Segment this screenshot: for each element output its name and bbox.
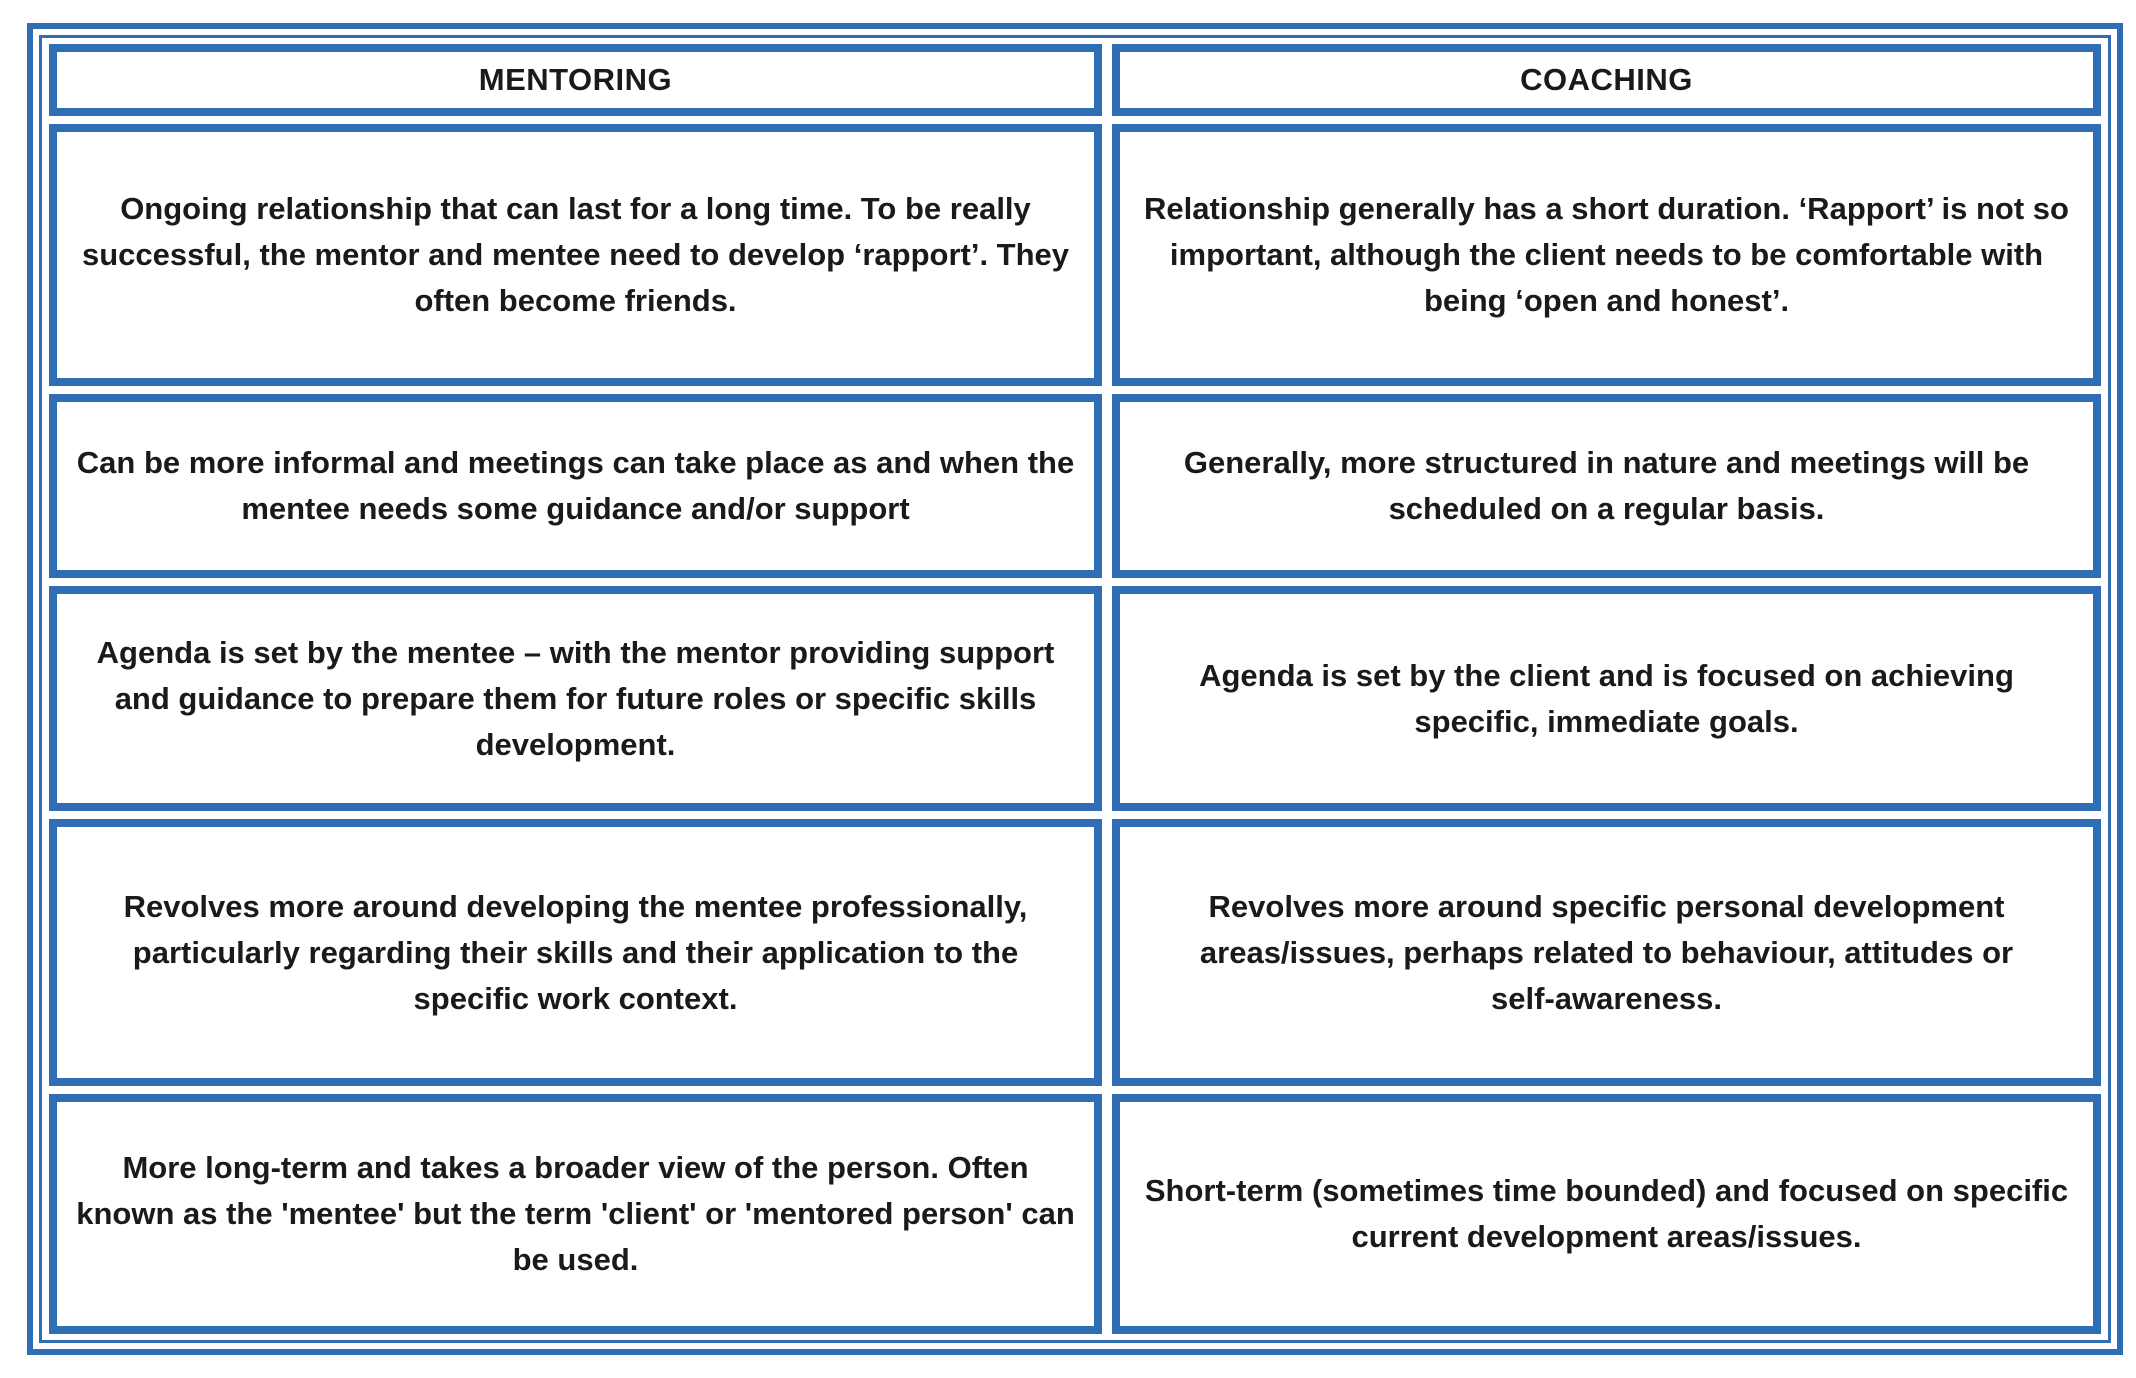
coaching-text: Relationship generally has a short duration. ‘Rapport’ is not so important, although the client needs to be comfortable with being ‘open and honest’. [1144,191,2069,318]
comparison-table [44,40,2106,1338]
comparison-table-frame [27,23,2123,1355]
header-coaching [1112,44,2101,116]
mentoring-text: Revolves more around developing the mentee professionally, particularly regarding their skills and their application to the specific work context. [123,888,1028,1016]
coaching-text: Generally, more structured in nature and meetings will be scheduled on a regular basis. [1183,445,2030,526]
coaching-text: Short-term (sometimes time bounded) and focused on specific current development areas/issues. [1144,1173,2069,1254]
coaching-cell-2 [1112,394,2101,578]
mentoring-cell-2 [49,394,1102,578]
mentoring-cell-1 [49,124,1102,386]
header-mentoring-label: MENTORING [478,62,673,97]
coaching-text: Agenda is set by the client and is focused on achieving specific, immediate goals. [1199,657,2014,739]
coaching-cell-4 [1112,819,2101,1086]
coaching-text: Revolves more around specific personal development areas/issues, perhaps related to behaviour, attitudes or self-awareness. [1199,888,2014,1016]
header-mentoring [49,44,1102,116]
mentoring-cell-3 [49,586,1102,811]
mentoring-text: More long-term and takes a broader view of the person. Often known as the 'mentee' but the term 'client' or 'mentored person' can be used. [76,1150,1075,1277]
header-coaching-label: COACHING [1520,62,1693,97]
coaching-cell-1 [1112,124,2101,386]
mentoring-cell-4 [49,819,1102,1086]
mentoring-text: Can be more informal and meetings can take place as and when the mentee needs some guidance and/or support [76,445,1075,526]
coaching-cell-3 [1112,586,2101,811]
coaching-cell-5 [1112,1094,2101,1334]
mentoring-text: Agenda is set by the mentee – with the mentor providing support and guidance to prepare them for future roles or specific skills development. [96,634,1055,762]
mentoring-text: Ongoing relationship that can last for a long time. To be really successful, the mentor and mentee need to develop ‘rapport’. They often become friends. [81,191,1070,318]
mentoring-cell-5 [49,1094,1102,1334]
